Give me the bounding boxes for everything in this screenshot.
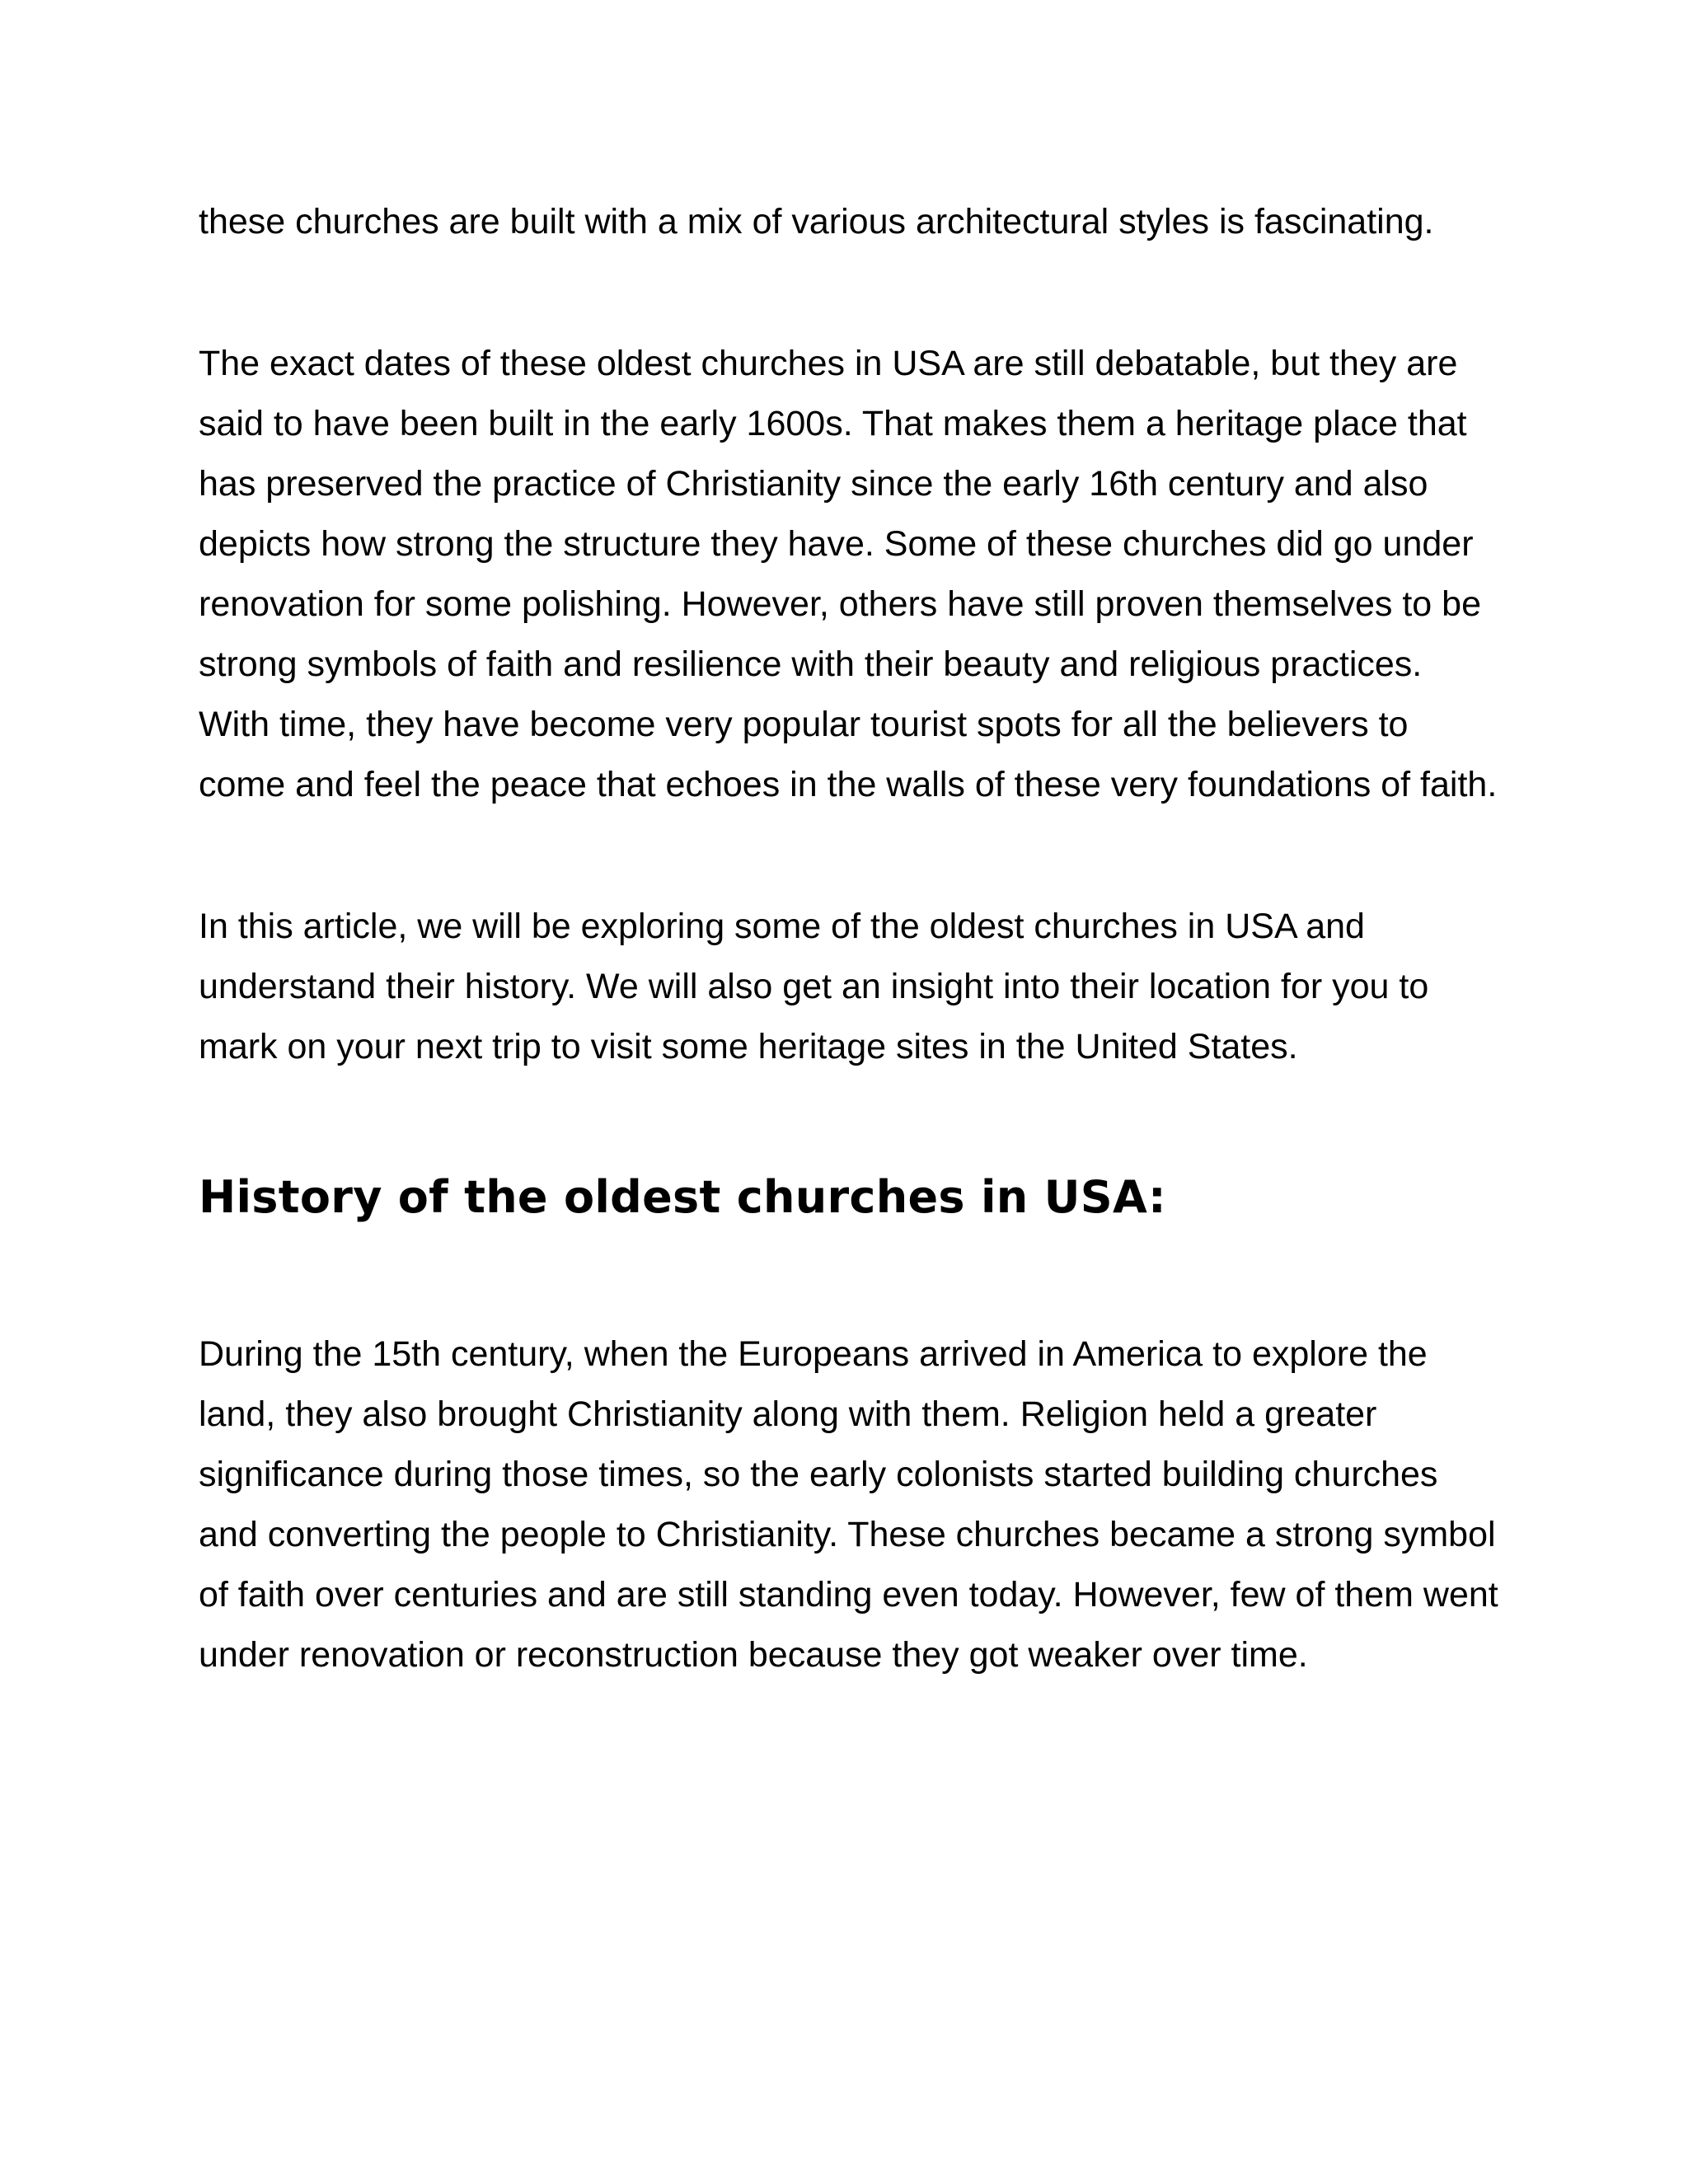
paragraph-history: During the 15th century, when the Europeans arrived in America to explore the land, they also brought Christianity along with them. Religion held a greater significance during those times, so the early colonists started building churches and converting the people to Christianity. These churches became a strong symbol of faith over centuries and are still standing even today. However, few of them went under renovation or reconstruction because they got weaker over time.: [199, 1334, 1498, 1675]
paragraph-church-dates: The exact dates of these oldest churches in USA are still debatable, but they are said to have been built in the early 1600s. That makes them a heritage place that has preserved the practice of Christianity since the early 16th century and also depicts how strong the structure they have. Some of these churches did go under renovation for some polishing. However, others have still proven themselves to be strong symbols of faith and resilience with their beauty and religious practices. With time, they have become very popular tourist spots for all the believers to come and feel the peace that echoes in the walls of these very foundations of faith.: [199, 344, 1498, 804]
article-content: [199, 192, 1501, 1685]
paragraph-architecture: these churches are built with a mix of various architectural styles is fascinating.: [199, 202, 1434, 241]
section-heading-history: History of the oldest churches in USA:: [199, 1171, 1166, 1223]
paragraph-article-intro: In this article, we will be exploring some of the oldest churches in USA and understand their history. We will also get an insight into their location for you to mark on your next trip to visit some heritage sites in the United States.: [199, 907, 1429, 1066]
